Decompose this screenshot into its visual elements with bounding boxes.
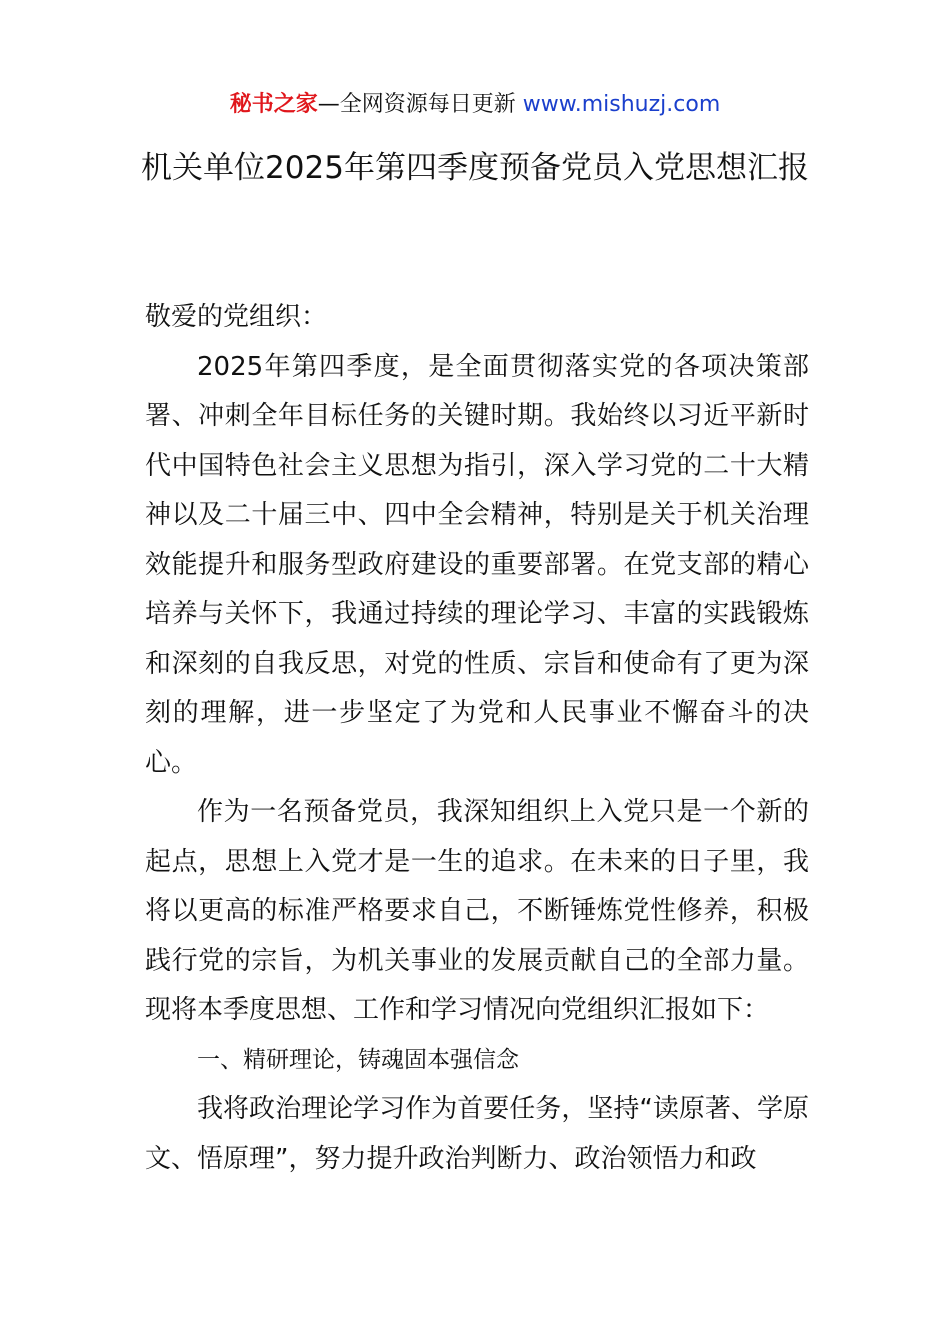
section-1-heading: 一、精研理论，铸魂固本强信念 — [197, 1046, 519, 1073]
body-paragraph-2: 作为一名预备党员，我深知组织上入党只是一个新的起点，思想上入党才是一生的追求。在未来的日子里，我将以更高的标准严格要求自己，不断锤炼党性修养，积极践行党的宗旨，为机关事业的发展贡献自己的全部力量。现将本季度思想、工作和学习情况向党组织汇报如下： — [145, 797, 809, 1025]
brand-name: 秘书之家 — [229, 92, 318, 117]
section-1-paragraph: 我将政治理论学习作为首要任务，坚持“读原著、学原文、悟原理”，努力提升政治判断力、政治领悟力和政 — [145, 1094, 809, 1174]
body-paragraph-1: 2025年第四季度，是全面贯彻落实党的各项决策部署、冲刺全年目标任务的关键时期。我始终以习近平新时代中国特色社会主义思想为指引，深入学习党的二十大精神以及二十届三中、四中全会精神，特别是关于机关治理效能提升和服务型政府建设的重要部署。在党支部的精心培养与关怀下，我通过持续的理论学习、丰富的实践锻炼和深刻的自我反思，对党的性质、宗旨和使命有了更为深刻的理解，进一步坚定了为党和人民事业不懈奋斗的决心。 — [145, 351, 809, 778]
document-title: 机关单位2025年第四季度预备党员入党思想汇报 — [141, 150, 809, 186]
header-tagline: —全网资源每日更新 — [317, 92, 523, 117]
site-header — [0, 88, 950, 122]
site-url-link[interactable]: www.mishuzj.com — [522, 92, 721, 117]
salutation: 敬爱的党组织： — [145, 302, 328, 332]
document-body — [145, 293, 809, 1184]
